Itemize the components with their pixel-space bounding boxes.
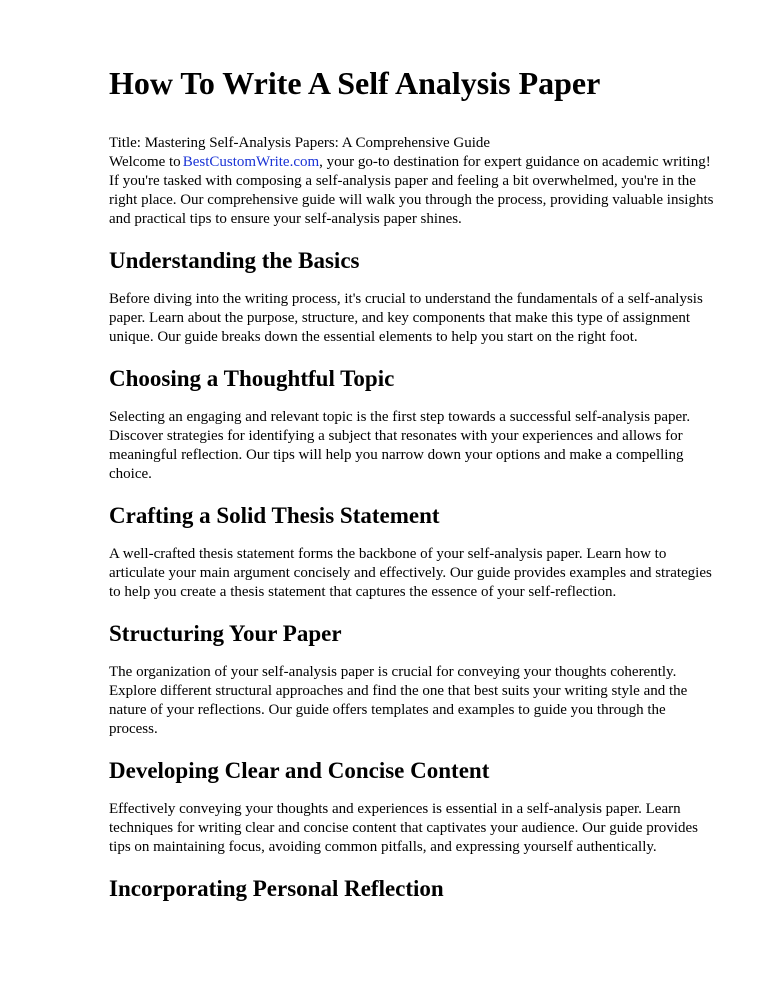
section-body: The organization of your self-analysis paper is crucial for conveying your thoughts coherently. Explore different structural approaches and find the one that best suits your writing style and the nature of your reflections. Our guide offers templates and examples to guide you through the process. xyxy=(109,664,688,737)
intro-paragraph xyxy=(109,153,714,229)
section-heading: Choosing a Thoughtful Topic xyxy=(109,366,395,391)
section-heading: Structuring Your Paper xyxy=(109,621,342,646)
section-heading: Developing Clear and Concise Content xyxy=(109,758,490,783)
section-heading: Crafting a Solid Thesis Statement xyxy=(109,503,440,528)
document-subtitle: Title: Mastering Self-Analysis Papers: A Comprehensive Guide xyxy=(109,135,491,151)
section-heading: Understanding the Basics xyxy=(109,248,360,273)
bestcustomwrite-link[interactable]: BestCustomWrite.com xyxy=(182,154,320,170)
section-thesis-statement xyxy=(109,501,714,602)
section-clear-content xyxy=(109,756,714,857)
intro-prefix: Welcome to xyxy=(109,154,181,170)
section-body: A well-crafted thesis statement forms the backbone of your self-analysis paper. Learn how to articulate your main argument concisely and effectively. Our guide provides examples and strategies to help you create a thesis statement that captures the essence of your self-reflection. xyxy=(109,546,712,600)
section-choosing-topic xyxy=(109,364,714,484)
section-body: Before diving into the writing process, it's crucial to understand the fundamentals of a self-analysis paper. Learn about the purpose, structure, and key components that make this type of assignment unique. Our guide breaks down the essential elements to help you start on the right foot. xyxy=(109,291,703,345)
document-page xyxy=(109,62,714,904)
page-title: How To Write A Self Analysis Paper xyxy=(109,65,601,101)
intro-suffix: , your go-to destination for expert guidance on academic writing! If you're tasked with composing a self-analysis paper and feeling a bit overwhelmed, you're in the right place. Our comprehensive guide will walk you through the process, providing valuable insights and practical tips to ensure your self-analysis paper shines. xyxy=(109,154,714,227)
section-heading: Incorporating Personal Reflection xyxy=(109,876,444,901)
section-understanding-basics xyxy=(109,246,714,347)
section-body: Selecting an engaging and relevant topic is the first step towards a successful self-analysis paper. Discover strategies for identifying a subject that resonates with your experiences and allows for meaningful reflection. Our tips will help you narrow down your options and make a compelling choice. xyxy=(109,409,691,482)
section-structuring-paper xyxy=(109,619,714,739)
section-personal-reflection xyxy=(109,874,714,904)
section-body: Effectively conveying your thoughts and experiences is essential in a self-analysis paper. Learn techniques for writing clear and concise content that captivates your audience. Our guide provides tips on maintaining focus, avoiding common pitfalls, and expressing yourself authentically. xyxy=(109,801,698,855)
